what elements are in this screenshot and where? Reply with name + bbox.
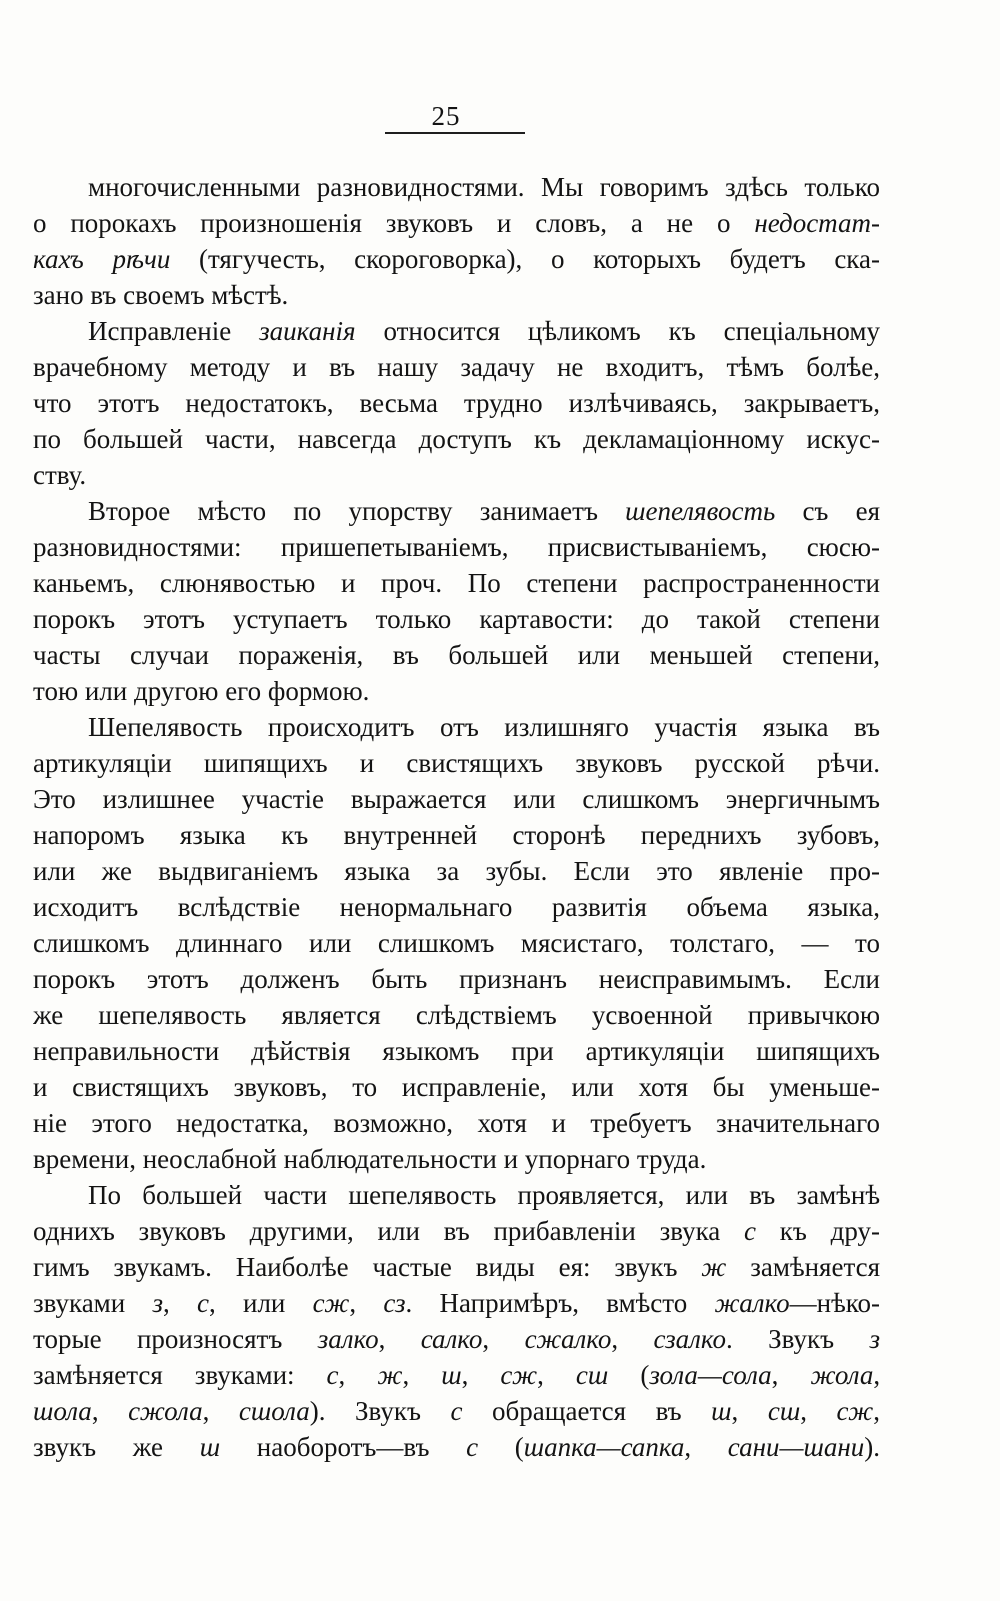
text-segment: , [731, 1396, 768, 1426]
text-segment: , [873, 1396, 880, 1426]
text-line [33, 349, 880, 385]
text-line [33, 241, 880, 277]
text-line [33, 205, 880, 241]
text-line [33, 1321, 880, 1357]
text-line [33, 1213, 880, 1249]
italic-text: ж [377, 1360, 403, 1390]
text-segment: что этотъ недостатокъ, весьма трудно излѣчиваясь, закрываетъ, [33, 388, 880, 418]
text-line [33, 421, 880, 457]
text-segment: ( [608, 1360, 650, 1390]
text-line [33, 457, 880, 493]
text-segment: по большей части, навсегда доступъ къ декламаціонному искус- [33, 424, 880, 454]
text-segment: ству. [33, 460, 87, 490]
italic-text: сжалко [524, 1324, 612, 1354]
text-segment: , или [209, 1288, 313, 1318]
text-line [33, 169, 880, 205]
italic-text: сжола [128, 1396, 203, 1426]
text-segment: звукъ же [33, 1432, 200, 1462]
text-line [33, 817, 880, 853]
italic-text: шапка—сапка [523, 1432, 685, 1462]
italic-text: сж [836, 1396, 874, 1426]
text-line [33, 1285, 880, 1321]
text-line [33, 1177, 880, 1213]
text-line [33, 1069, 880, 1105]
paragraph [33, 313, 880, 493]
italic-text: ш [711, 1396, 732, 1426]
text-segment: времени, неослабной наблюдательности и упорнаго труда. [33, 1144, 707, 1174]
text-segment: замѣняется звуками: [33, 1360, 327, 1390]
text-segment: разновидностями: пришепетываніемъ, присвистываніемъ, сюсю- [33, 532, 880, 562]
text-line [33, 529, 880, 565]
text-segment: , [611, 1324, 654, 1354]
text-segment: (тягучесть, скороговорка), о которыхъ будетъ ска- [170, 244, 880, 274]
text-line [33, 889, 880, 925]
text-line [33, 313, 880, 349]
italic-text: сш [767, 1396, 801, 1426]
text-segment: , [402, 1360, 442, 1390]
text-segment: , [163, 1288, 198, 1318]
text-segment: зано въ своемъ мѣстѣ. [33, 280, 289, 310]
page-number: 25 [431, 101, 461, 131]
text-segment: . Звукъ [726, 1324, 870, 1354]
text-line [33, 601, 880, 637]
text-line [33, 277, 880, 313]
italic-text: с [450, 1396, 463, 1426]
text-line [33, 1357, 880, 1393]
italic-text: с [466, 1432, 479, 1462]
text-segment: порокъ этотъ долженъ быть признанъ неисправимымъ. Если [33, 964, 880, 994]
text-segment: и свистящихъ звуковъ, то исправленіе, или хотя бы уменьше- [33, 1072, 880, 1102]
text-line [33, 745, 880, 781]
text-segment: многочисленными разновидностями. Мы говоримъ здѣсь только [88, 172, 880, 202]
body-text [33, 169, 880, 1465]
text-line [33, 925, 880, 961]
text-segment: артикуляціи шипящихъ и свистящихъ звуковъ русской рѣчи. [33, 748, 880, 778]
text-line [33, 493, 880, 529]
italic-text: з [869, 1324, 880, 1354]
italic-text: с [326, 1360, 339, 1390]
italic-text: сани—шани [727, 1432, 865, 1462]
text-segment: однихъ звуковъ другими, или въ прибавленіи звука [33, 1216, 745, 1246]
italic-text: ш [199, 1432, 221, 1462]
text-segment: съ ея [775, 496, 880, 526]
text-line [33, 385, 880, 421]
text-line [33, 853, 880, 889]
italic-text: сшола [238, 1396, 310, 1426]
paragraph [33, 709, 880, 1177]
text-segment: гимъ звукамъ. Наиболѣе частые виды ея: звукъ [33, 1252, 702, 1282]
text-segment: По большей части шепелявость проявляется, или въ замѣнѣ [88, 1180, 880, 1210]
text-segment: Это излишнее участіе выражается или слишкомъ энергичнымъ [33, 784, 880, 814]
text-segment: , [684, 1432, 728, 1462]
text-segment: , [482, 1324, 525, 1354]
text-line [33, 673, 880, 709]
text-line [33, 1249, 880, 1285]
text-segment: врачебному методу и въ нашу задачу не входитъ, тѣмъ болѣе, [33, 352, 880, 382]
text-segment: звуками [33, 1288, 153, 1318]
italic-text: сж [500, 1360, 538, 1390]
text-segment: исходитъ вслѣдствіе ненормальнаго развитія объема языка, [33, 892, 880, 922]
text-segment: или же выдвиганіемъ языка за зубы. Если это явленіе про- [33, 856, 880, 886]
italic-text: ш [441, 1360, 462, 1390]
italic-text: заиканія [259, 316, 356, 346]
italic-text: залко [317, 1324, 379, 1354]
page-number-rule [385, 132, 525, 134]
text-segment: слишкомъ длиннаго или слишкомъ мясистаго, толстаго, — то [33, 928, 880, 958]
text-line [33, 565, 880, 601]
text-line [33, 781, 880, 817]
text-segment: Шепелявость происходитъ отъ излишняго участія языка въ [88, 712, 880, 742]
text-segment: торые произносятъ [33, 1324, 318, 1354]
italic-text: недостат- [754, 208, 880, 238]
italic-text: шола [33, 1396, 92, 1426]
italic-text: шепелявость [625, 496, 776, 526]
italic-text: кахъ рѣчи [33, 244, 171, 274]
paragraph [33, 493, 880, 709]
italic-text: салко [420, 1324, 483, 1354]
text-segment: Исправленіе [88, 316, 260, 346]
text-segment: , [91, 1396, 129, 1426]
text-segment: , [378, 1324, 421, 1354]
text-line [33, 1429, 880, 1465]
text-segment: —нѣко- [789, 1288, 880, 1318]
italic-text: с [197, 1288, 209, 1318]
italic-text: жола [810, 1360, 874, 1390]
italic-text: с [744, 1216, 757, 1246]
paragraph [33, 169, 880, 313]
text-line [33, 997, 880, 1033]
text-segment: каньемъ, слюнявостью и проч. По степени распространенности [33, 568, 880, 598]
text-segment: , [461, 1360, 501, 1390]
italic-text: сш [575, 1360, 609, 1390]
text-line [33, 961, 880, 997]
text-segment: наоборотъ—въ [220, 1432, 467, 1462]
text-segment: , [800, 1396, 837, 1426]
text-segment: , [349, 1288, 384, 1318]
paragraph [33, 1177, 880, 1465]
text-segment: же шепелявость является слѣдствіемъ усвоенной привычкою [33, 1000, 880, 1030]
text-segment: , [202, 1396, 239, 1426]
text-segment: ( [478, 1432, 524, 1462]
text-segment: . Напримѣръ, вмѣсто [405, 1288, 715, 1318]
italic-text: сз [383, 1288, 406, 1318]
text-line [33, 709, 880, 745]
italic-text: сж [312, 1288, 350, 1318]
text-segment: , [338, 1360, 378, 1390]
text-segment: ніе этого недостатка, возможно, хотя и требуетъ значительнаго [33, 1108, 880, 1138]
text-line [33, 1033, 880, 1069]
italic-text: сзалко [653, 1324, 727, 1354]
text-segment: ). [864, 1432, 880, 1462]
text-line [33, 1393, 880, 1429]
text-segment: къ дру- [756, 1216, 880, 1246]
text-line [33, 637, 880, 673]
italic-text: жалко [714, 1288, 790, 1318]
text-segment: напоромъ языка къ внутренней сторонѣ переднихъ зубовъ, [33, 820, 880, 850]
text-segment: о порокахъ произношенія звуковъ и словъ, а не о [33, 208, 755, 238]
text-segment: замѣняется [726, 1252, 880, 1282]
text-segment: часты случаи пораженія, въ большей или меньшей степени, [33, 640, 880, 670]
text-segment: Второе мѣсто по упорству занимаетъ [88, 496, 626, 526]
text-segment: обращается въ [462, 1396, 712, 1426]
text-segment: неправильности дѣйствія языкомъ при артикуляціи шипящихъ [33, 1036, 880, 1066]
text-segment: , [873, 1360, 880, 1390]
text-segment: порокъ этотъ уступаетъ только картавости: до такой степени [33, 604, 880, 634]
text-segment: , [771, 1360, 811, 1390]
text-segment: , [537, 1360, 576, 1390]
italic-text: зола—сола [649, 1360, 772, 1390]
text-line [33, 1105, 880, 1141]
italic-text: з [152, 1288, 164, 1318]
text-line [33, 1141, 880, 1177]
italic-text: ж [701, 1252, 727, 1282]
text-segment: ). Звукъ [309, 1396, 451, 1426]
text-segment: тою или другою его формою. [33, 676, 370, 706]
text-segment: относится цѣликомъ къ спеціальному [355, 316, 880, 346]
